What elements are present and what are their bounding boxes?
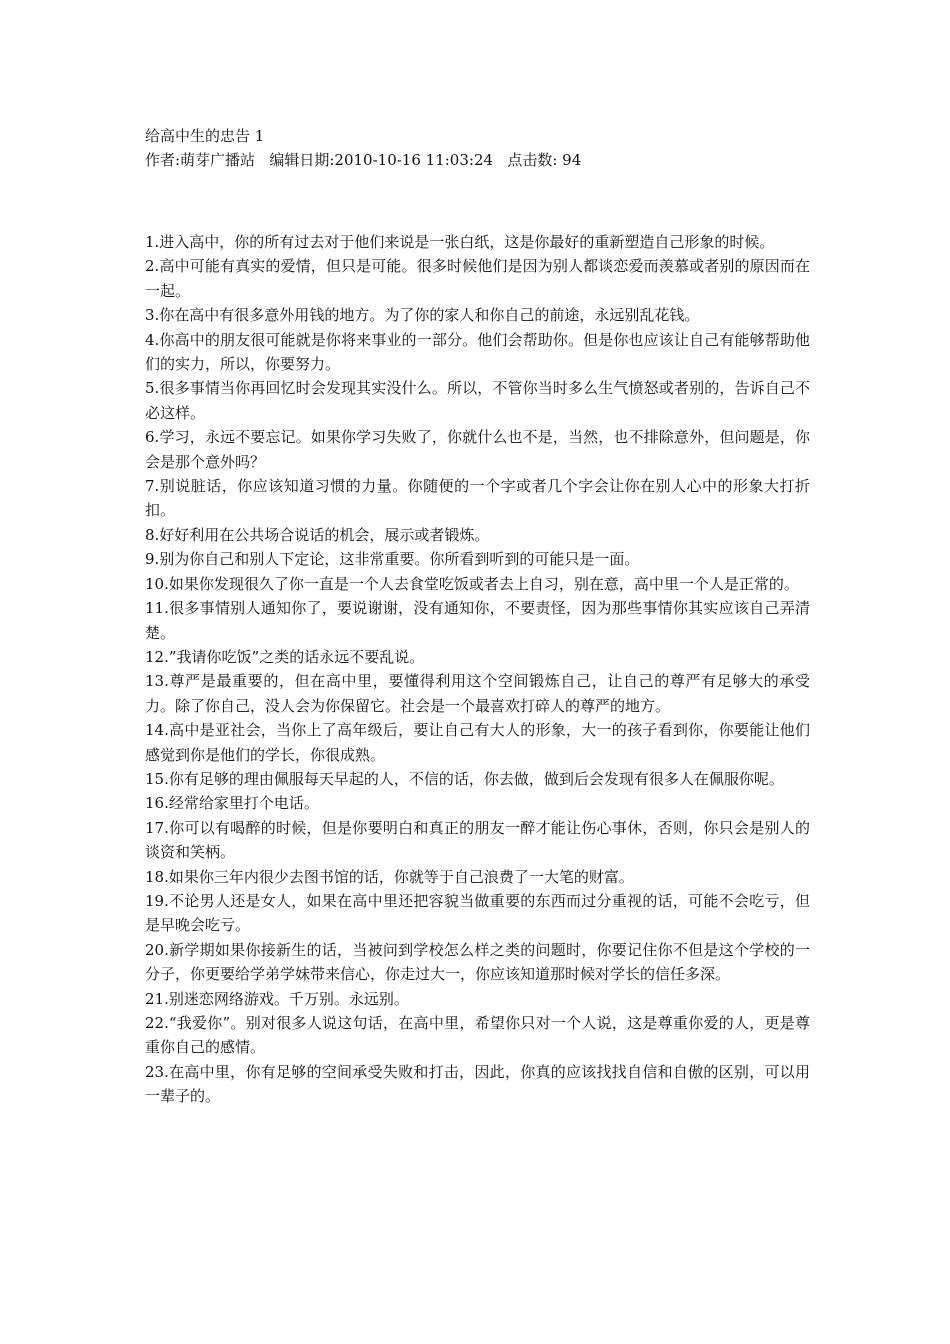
document-page (145, 124, 810, 1109)
advice-item: 10.如果你发现很久了你一直是一个人去食堂吃饭或者去上自习，别在意，高中里一个人是正常的。 (145, 574, 799, 593)
advice-item: 16.经常给家里打个电话。 (145, 794, 319, 813)
advice-item: 2.高中可能有真实的爱情，但只是可能。很多时候他们是因为别人都谈恋爱而羡慕或者别的原因而在一起。 (145, 257, 810, 300)
advice-item: 19.不论男人还是女人，如果在高中里还把容貌当做重要的东西而过分重视的话，可能不会吃亏，但是早晚会吃亏。 (145, 891, 810, 935)
advice-item: 15.你有足够的理由佩服每天早起的人，不信的话，你去做，做到后会发现有很多人在佩服你呢。 (145, 769, 784, 788)
document-meta: 作者:萌芽广播站 编辑日期:2010-10-16 11:03:24 点击数: 94 (145, 151, 582, 169)
spacer (145, 172, 810, 230)
document-title: 给高中生的忠告 1 (145, 127, 265, 145)
advice-item: 7.别说脏话，你应该知道习惯的力量。你随便的一个字或者几个字会让你在别人心中的形象大打折扣。 (145, 477, 810, 520)
advice-item: 17.你可以有喝醉的时候，但是你要明白和真正的朋友一醉才能让伤心事休，否则，你只会是别人的谈资和笑柄。 (145, 818, 810, 862)
advice-list (145, 230, 810, 1109)
advice-item: 1.进入高中，你的所有过去对于他们来说是一张白纸，这是你最好的重新塑造自己形象的时候。 (145, 233, 775, 251)
advice-item: 4.你高中的朋友很可能就是你将来事业的一部分。他们会帮助你。但是你也应该让自己有能够帮助他们的实力，所以，你要努力。 (145, 330, 810, 374)
advice-item: 8.好好利用在公共场合说话的机会，展示或者锻炼。 (145, 525, 490, 544)
advice-item: 18.如果你三年内很少去图书馆的话，你就等于自己浪费了一大笔的财富。 (145, 867, 634, 886)
advice-item: 3.你在高中有很多意外用钱的地方。为了你的家人和你自己的前途，永远别乱花钱。 (145, 306, 700, 325)
advice-item: 5.很多事情当你再回忆时会发现其实没什么。所以，不管你当时多么生气愤怒或者别的，告诉自己不必这样。 (145, 379, 810, 422)
advice-item: 12.”我请你吃饭”之类的话永远不要乱说。 (145, 647, 425, 666)
advice-item: 13.尊严是最重要的，但在高中里，要懂得利用这个空间锻炼自己，让自己的尊严有足够大的承受力。除了你自己，没人会为你保留它。社会是一个最喜欢打碎人的尊严的地方。 (145, 672, 810, 715)
advice-item: 11.很多事情别人通知你了，要说谢谢，没有通知你，不要责怪，因为那些事情你其实应该自己弄清楚。 (145, 599, 810, 642)
advice-item: 22.“我爱你”。别对很多人说这句话，在高中里，希望你只对一个人说，这是尊重你爱的人，更是尊重你自己的感情。 (145, 1014, 810, 1057)
advice-item: 23.在高中里，你有足够的空间承受失败和打击，因此，你真的应该找找自信和自傲的区别，可以用一辈子的。 (145, 1062, 810, 1106)
advice-item: 20.新学期如果你接新生的话，当被问到学校怎么样之类的问题时，你要记住你不但是这个学校的一分子，你更要给学弟学妹带来信心，你走过大一，你应该知道那时候对学长的信任多深。 (145, 940, 810, 984)
advice-item: 21.别迷恋网络游戏。千万别。永远别。 (145, 989, 409, 1008)
advice-item: 14.高中是亚社会，当你上了高年级后，要让自己有大人的形象，大一的孩子看到你，你要能让他们感觉到你是他们的学长，你很成熟。 (145, 721, 810, 764)
advice-item: 9.别为你自己和别人下定论，这非常重要。你所看到听到的可能只是一面。 (145, 550, 640, 569)
advice-item: 6.学习，永远不要忘记。如果你学习失败了，你就什么也不是，当然，也不排除意外，但问题是，你会是那个意外吗？ (145, 428, 810, 471)
